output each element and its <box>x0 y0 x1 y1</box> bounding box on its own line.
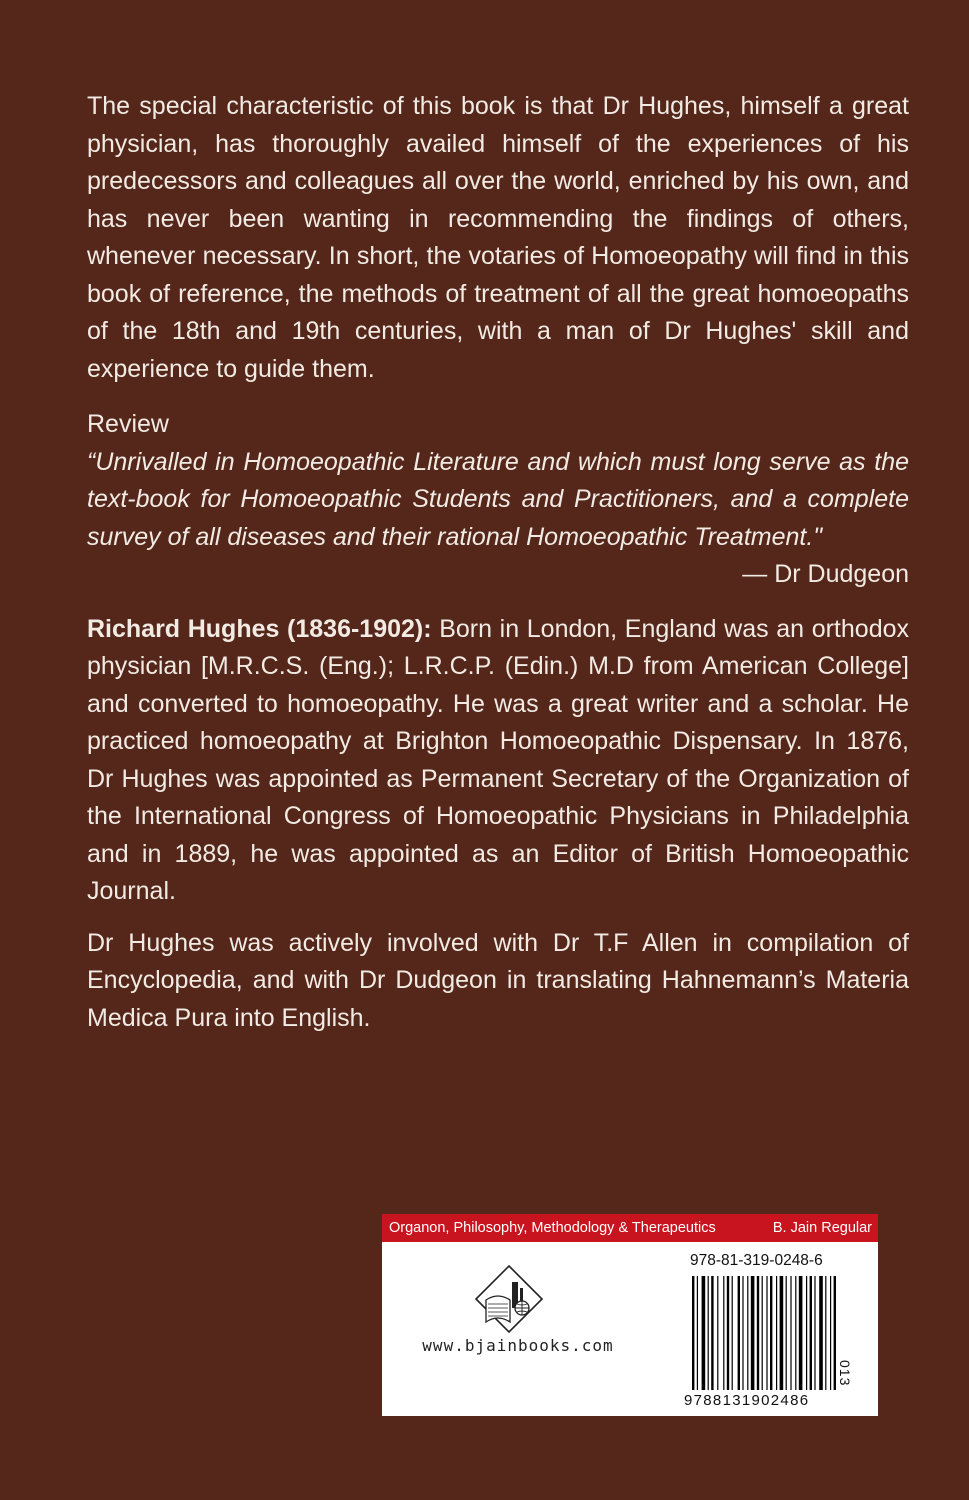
publisher-logo-icon <box>474 1264 544 1334</box>
category-bar <box>382 1214 878 1242</box>
author-bio-continued: Dr Hughes was actively involved with Dr T.F Allen in compilation of Encyclopedia, and with Dr Dudgeon in translating Hahnemann’s Materia Medica Pura into English. <box>87 928 909 1032</box>
barcode-bar <box>692 1276 694 1390</box>
publisher-label <box>382 1214 878 1416</box>
review-attribution: — Dr Dudgeon <box>742 560 909 588</box>
barcode-digits: 9788131902486 <box>684 1392 810 1409</box>
barcode-bar <box>830 1276 831 1390</box>
barcode-bar <box>770 1276 772 1390</box>
barcode-bar <box>814 1276 815 1390</box>
barcode-bar <box>799 1276 803 1390</box>
barcode <box>692 1276 844 1390</box>
barcode-bar <box>810 1276 812 1390</box>
barcode-bar <box>732 1276 733 1390</box>
barcode-bar <box>747 1276 748 1390</box>
barcode-bar <box>819 1276 823 1390</box>
back-cover-text <box>87 88 909 1037</box>
barcode-bar <box>738 1276 740 1390</box>
category-label: Organon, Philosophy, Methodology & Therapeutics <box>389 1220 716 1236</box>
website-url: www.bjainbooks.com <box>422 1336 614 1355</box>
barcode-bar <box>790 1276 791 1390</box>
barcode-bar <box>762 1276 763 1390</box>
barcode-bar <box>776 1276 777 1390</box>
barcode-bar <box>751 1276 755 1390</box>
barcode-bar <box>702 1276 706 1390</box>
author-name: Richard Hughes (1836-1902): <box>87 614 432 643</box>
barcode-addon-digits: 013 <box>837 1360 853 1387</box>
barcode-bar <box>795 1276 796 1390</box>
barcode-bar <box>834 1276 836 1390</box>
review-quote: “Unrivalled in Homoeopathic Literature and which must long serve as the text-book for Homoeopathic Students and Practitioners, and a complete survey of all diseases and their rational Homoeopathic Treatment." <box>87 447 909 551</box>
barcode-bar <box>786 1276 787 1390</box>
barcode-bar <box>742 1276 743 1390</box>
barcode-bar <box>825 1276 826 1390</box>
barcode-bar <box>723 1276 724 1390</box>
author-bio <box>87 611 909 911</box>
barcode-bar <box>727 1276 729 1390</box>
barcode-bar <box>717 1276 718 1390</box>
barcode-bar <box>806 1276 807 1390</box>
barcode-bar <box>757 1276 759 1390</box>
barcode-bar <box>711 1276 713 1390</box>
intro-paragraph: The special characteristic of this book is that Dr Hughes, himself a great physician, has thoroughly availed himself of the experiences of his predecessors and colleagues all over the world, enriched by his own, and has never been wanting in recommending the findings of others, whenever necessary. In short, the votaries of Homoeopathy will find in this book of reference, the methods of treatment of all the great homoeopaths of the 18th and 19th centuries, with a man of Dr Hughes' skill and experience to guide them. <box>87 92 909 383</box>
isbn-text: 978-81-319-0248-6 <box>690 1252 823 1269</box>
review-heading: Review <box>87 410 169 438</box>
barcode-bar <box>708 1276 709 1390</box>
barcode-bar <box>697 1276 698 1390</box>
series-label: B. Jain Regular <box>772 1220 872 1236</box>
author-bio-text: Born in London, England was an orthodox physician [M.R.C.S. (Eng.); L.R.C.P. (Edin.) M.D from American College] and converted to homoeopathy. He was a great writer and a scholar. He practiced homoeopathy at Brighton Homoeopathic Dispensary. In 1876, Dr Hughes was appointed as Permanent Secretary of the Organization of the International Congress of Homoeopathic Physicians in Philadelphia and in 1889, he was appointed as an Editor of British Homoeopathic Journal. <box>87 614 909 905</box>
barcode-bar <box>766 1276 767 1390</box>
barcode-bar <box>780 1276 784 1390</box>
